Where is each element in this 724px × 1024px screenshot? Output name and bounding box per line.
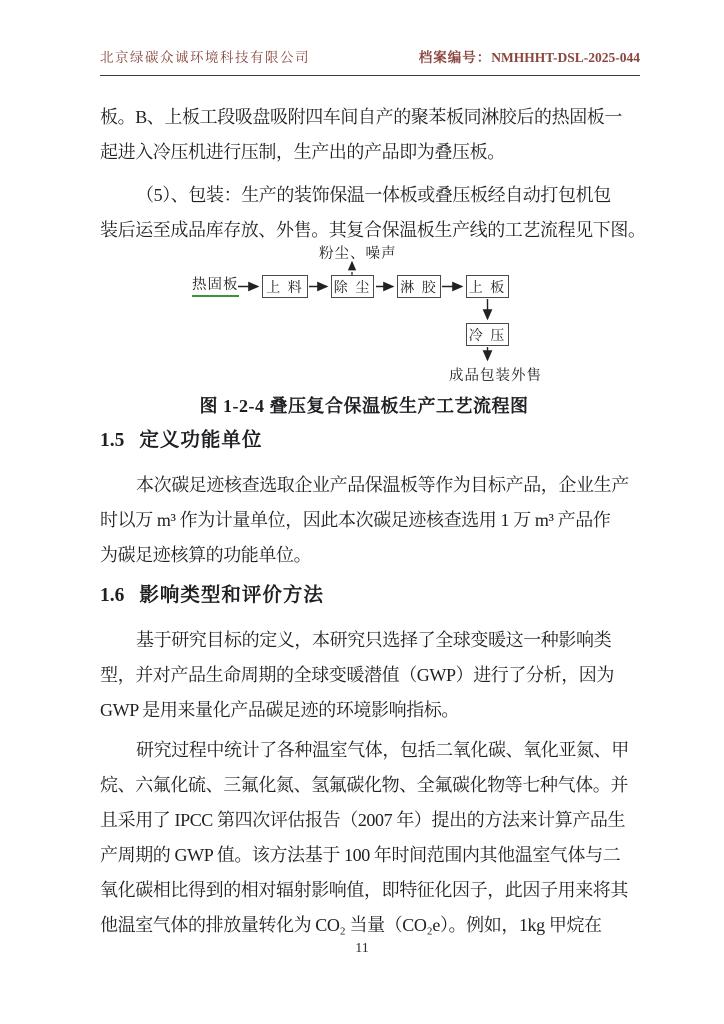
process-flowchart	[100, 242, 628, 382]
page-body	[100, 92, 646, 943]
flowchart-step-dedusting: 除 尘	[331, 275, 374, 298]
paragraph-line: 产周期的 GWP 值。该方法基于 100 年时间范围内其他温室气体与二	[100, 845, 621, 865]
paragraph	[100, 623, 628, 728]
paragraph-line: 本次碳足迹核查选取企业产品保温板等作为目标产品，企业生产	[136, 475, 629, 495]
paragraph-line: 起进入冷压机进行压制，生产出的产品即为叠压板。	[100, 142, 505, 162]
flowchart-output-label: 成品包装外售	[449, 368, 542, 384]
paragraph	[100, 178, 646, 248]
paragraph-line: 板。B、上板工段吸盘吸附四车间自产的聚苯板同淋胶后的热固板一	[100, 107, 623, 127]
paragraph-line: 氧化碳相比得到的相对辐射影响值，即特征化因子，此因子用来将其	[100, 880, 628, 900]
paragraph-line: 装后运至成品库存放、外售。其复合保温板生产线的工艺流程见下图。	[100, 220, 646, 240]
flowchart-step-gluing: 淋 胶	[397, 275, 441, 298]
flowchart-connectors	[100, 242, 628, 382]
section-number: 1.6	[100, 585, 125, 606]
figure-caption: 图 1-2-4 叠压复合保温板生产工艺流程图	[199, 396, 529, 416]
file-number-value: NMHHHT-DSL-2025-044	[491, 50, 640, 65]
file-number-label: 档案编号：	[418, 50, 492, 65]
paragraph-line: 时以万 m³ 作为计量单位，因此本次碳足迹核查选用 1 万 m³ 产品作	[100, 510, 611, 530]
section-title: 定义功能单位	[139, 430, 263, 451]
paragraph	[100, 468, 628, 573]
flowchart-pollutant-label: 粉尘、噪声	[319, 246, 397, 262]
header-file-number	[419, 46, 640, 66]
paragraph-line: 研究过程中统计了各种温室气体，包括二氧化碳、氧化亚氮、甲	[136, 740, 629, 760]
flowchart-input-label: 热固板	[192, 273, 239, 297]
paragraph-line: 且采用了 IPCC 第四次评估报告（2007 年）提出的方法来计算产品生	[100, 810, 626, 830]
paragraph	[100, 733, 628, 943]
paragraph-line: 为碳足迹核算的功能单位。	[100, 545, 312, 565]
flowchart-step-cold-pressing: 冷 压	[466, 323, 509, 346]
page-number: 11	[355, 941, 369, 956]
flowchart-step-board-loading: 上 板	[466, 275, 509, 298]
paragraph-line: GWP 是用来量化产品碳足迹的环境影响指标。	[100, 700, 460, 720]
section-number: 1.5	[100, 430, 125, 451]
paragraph-line: 烷、六氟化硫、三氟化氮、氢氟碳化物、全氟碳化物等七种气体。并	[100, 775, 628, 795]
paragraph-line: （5）、包装：生产的装饰保温一体板或叠压板经自动打包机包	[136, 185, 611, 205]
flowchart-step-feeding: 上 料	[262, 275, 308, 298]
header-company-name: 北京绿碳众诚环境科技有限公司	[100, 50, 310, 65]
section-title: 影响类型和评价方法	[139, 585, 324, 606]
paragraph-line: 基于研究目标的定义，本研究只选择了全球变暖这一种影响类	[136, 630, 612, 650]
page-header	[100, 46, 640, 76]
paragraph-line: 型，并对产品生命周期的全球变暖潜值（GWP）进行了分析，因为	[100, 665, 614, 685]
section-heading-1-6	[100, 583, 628, 609]
paragraph-line: 他温室气体的排放量转化为 CO₂ 当量（CO₂e）。例如，1kg 甲烷在	[100, 915, 602, 935]
paragraph	[100, 100, 628, 170]
section-heading-1-5	[100, 428, 628, 454]
